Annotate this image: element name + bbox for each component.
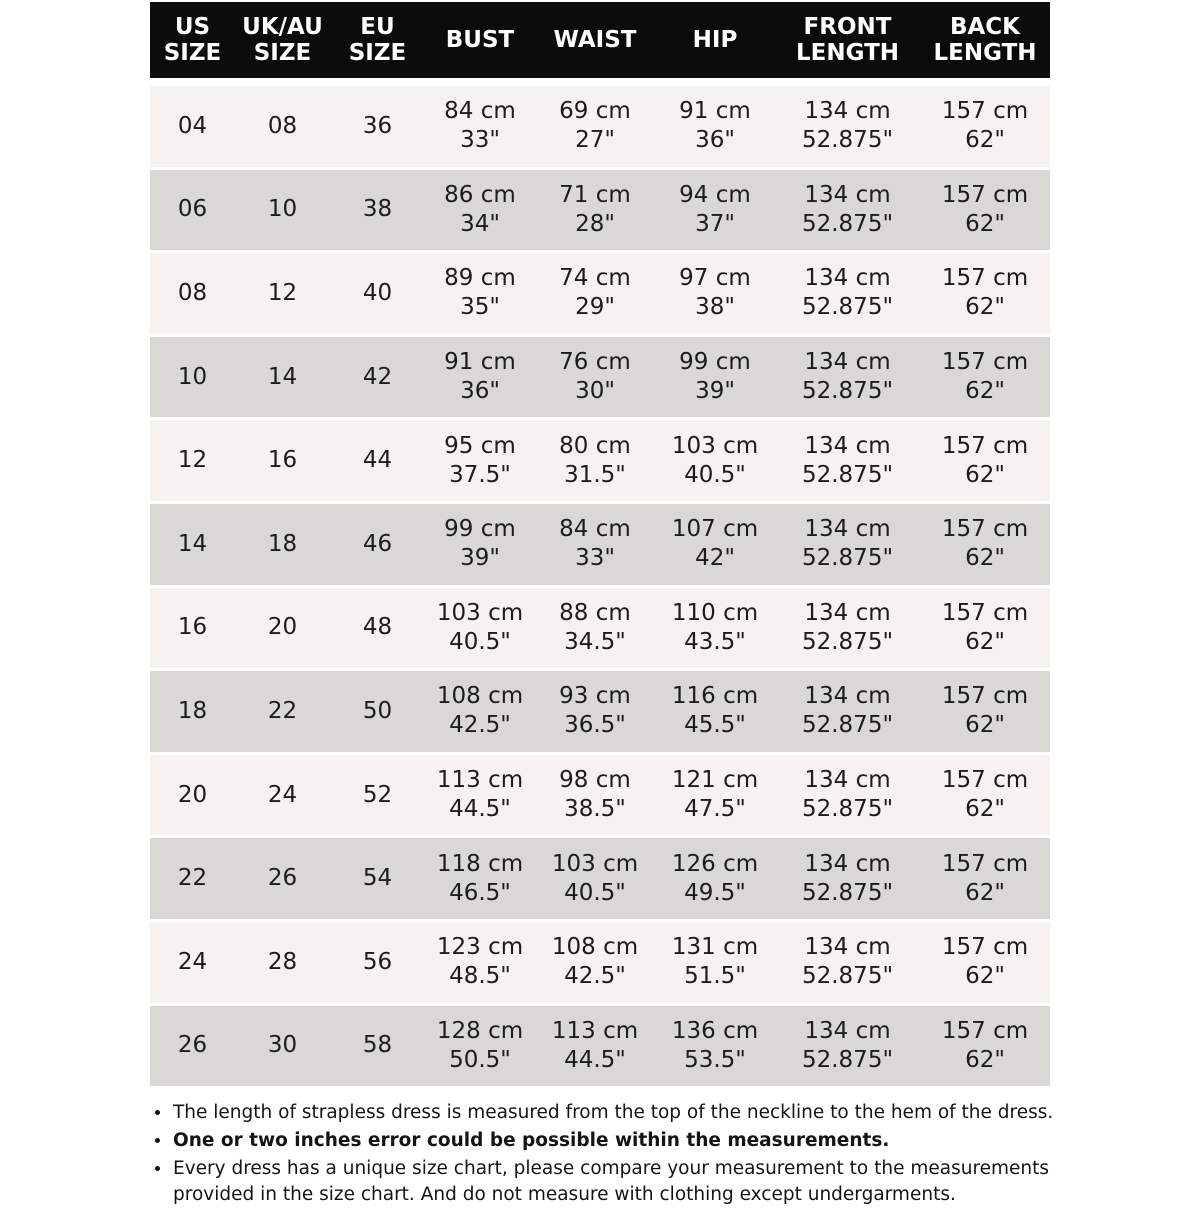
cell-line: 14 (177, 530, 208, 557)
table-row (150, 671, 1050, 755)
cell-line: 134 cm (804, 683, 891, 710)
table-cell (920, 348, 1050, 406)
cell-line: 48 (362, 614, 393, 641)
cell-line: 110 cm (671, 599, 759, 626)
table-cell (235, 279, 330, 308)
cell-line: 88 cm (559, 599, 631, 626)
table-cell (655, 766, 775, 824)
cell-line: 50 (362, 697, 393, 724)
cell-line: 52.875" (801, 963, 894, 990)
cell-line: 134 cm (804, 181, 891, 208)
cell-line: 108 cm (551, 934, 639, 961)
table-cell (655, 97, 775, 155)
cell-line: 16 (267, 447, 298, 474)
cell-line: 157 cm (941, 181, 1029, 208)
table-cell (330, 781, 425, 810)
cell-line: 62" (965, 963, 1005, 990)
cell-line: 157 cm (941, 767, 1029, 794)
table-cell (920, 682, 1050, 740)
note-text: One or two inches error could be possible within the measurements. (173, 1130, 890, 1151)
cell-line: 103 cm (671, 432, 759, 459)
table-cell (330, 112, 425, 141)
table-cell (150, 112, 235, 141)
header-cell-hip: HIP (692, 26, 738, 53)
cell-line: 62" (965, 461, 1005, 488)
cell-line: 97 cm (679, 265, 751, 292)
cell-line: 134 cm (804, 98, 891, 125)
table-cell (425, 181, 535, 239)
table-cell (535, 682, 655, 740)
cell-line: 157 cm (941, 683, 1029, 710)
table-cell (535, 97, 655, 155)
cell-line: 54 (362, 865, 393, 892)
cell-line: 38" (695, 294, 735, 321)
cell-line: 157 cm (941, 850, 1029, 877)
cell-line: 99 cm (444, 516, 516, 543)
cell-line: 36" (695, 127, 735, 154)
table-cell (330, 697, 425, 726)
cell-line: 08 (267, 112, 298, 139)
table-cell (150, 613, 235, 642)
table-cell (425, 599, 535, 657)
cell-line: 27" (575, 127, 615, 154)
cell-line: 80 cm (559, 432, 631, 459)
table-row (150, 588, 1050, 672)
table-cell (330, 948, 425, 977)
table-cell (775, 850, 920, 908)
cell-line: 71 cm (559, 181, 631, 208)
cell-line: 157 cm (941, 98, 1029, 125)
cell-line: 18 (267, 530, 298, 557)
cell-line: 134 cm (804, 349, 891, 376)
table-cell (655, 933, 775, 991)
cell-line: 12 (267, 279, 298, 306)
table-row (150, 922, 1050, 1006)
table-cell (535, 348, 655, 406)
cell-line: 157 cm (941, 599, 1029, 626)
cell-line: 84 cm (559, 516, 631, 543)
table-row (150, 420, 1050, 504)
cell-line: 62" (965, 1046, 1005, 1073)
cell-line: 52.875" (801, 628, 894, 655)
table-cell (655, 1017, 775, 1075)
cell-line: 20 (177, 781, 208, 808)
cell-line: 52.875" (801, 545, 894, 572)
table-cell (425, 515, 535, 573)
cell-line: 62" (965, 879, 1005, 906)
table-cell (655, 264, 775, 322)
cell-line: 62" (965, 210, 1005, 237)
table-cell (150, 697, 235, 726)
table-cell (775, 181, 920, 239)
cell-line: 74 cm (559, 265, 631, 292)
table-cell (425, 850, 535, 908)
cell-line: 34.5" (564, 628, 626, 655)
cell-line: 46 (362, 530, 393, 557)
cell-line: 91 cm (444, 349, 516, 376)
cell-line: 42 (362, 363, 393, 390)
table-cell (235, 530, 330, 559)
table-cell (330, 363, 425, 392)
cell-line: 157 cm (941, 516, 1029, 543)
table-cell (775, 933, 920, 991)
cell-line: 28" (575, 210, 615, 237)
cell-line: 134 cm (804, 850, 891, 877)
table-cell (655, 432, 775, 490)
table-cell (150, 195, 235, 224)
table-cell (425, 766, 535, 824)
cell-line: 134 cm (804, 1017, 891, 1044)
header-cell-back-length: BACK LENGTH (933, 13, 1037, 66)
table-cell (425, 264, 535, 322)
cell-line: 116 cm (671, 683, 759, 710)
cell-line: 47.5" (684, 796, 746, 823)
cell-line: 06 (177, 196, 208, 223)
table-body (150, 86, 1050, 1089)
cell-line: 95 cm (444, 432, 516, 459)
cell-line: 52.875" (801, 712, 894, 739)
cell-line: 40.5" (564, 879, 626, 906)
table-cell (235, 195, 330, 224)
cell-line: 14 (267, 363, 298, 390)
cell-line: 44.5" (564, 1046, 626, 1073)
cell-line: 53.5" (684, 1046, 746, 1073)
cell-line: 42" (695, 545, 735, 572)
cell-line: 52.875" (801, 127, 894, 154)
cell-line: 35" (460, 294, 500, 321)
cell-line: 10 (177, 363, 208, 390)
cell-line: 69 cm (559, 98, 631, 125)
table-cell (235, 446, 330, 475)
cell-line: 134 cm (804, 767, 891, 794)
table-cell (425, 682, 535, 740)
cell-line: 62" (965, 628, 1005, 655)
table-cell (920, 264, 1050, 322)
cell-line: 51.5" (684, 963, 746, 990)
table-cell (535, 933, 655, 991)
table-cell (775, 599, 920, 657)
table-cell (535, 766, 655, 824)
cell-line: 56 (362, 948, 393, 975)
cell-line: 34" (460, 210, 500, 237)
cell-line: 62" (965, 378, 1005, 405)
table-cell (235, 781, 330, 810)
cell-line: 136 cm (671, 1017, 759, 1044)
cell-line: 134 cm (804, 265, 891, 292)
table-row (150, 253, 1050, 337)
table-cell (150, 363, 235, 392)
table-cell (775, 766, 920, 824)
cell-line: 22 (177, 865, 208, 892)
cell-line: 52.875" (801, 210, 894, 237)
note-text: Every dress has a unique size chart, please compare your measurement to the measurements provided in the size chart. And do not measure with clothing except undergarments. (173, 1158, 1050, 1205)
cell-line: 157 cm (941, 349, 1029, 376)
table-header-row (150, 2, 1050, 78)
cell-line: 49.5" (684, 879, 746, 906)
cell-line: 103 cm (551, 850, 639, 877)
table-cell (775, 682, 920, 740)
cell-line: 89 cm (444, 265, 516, 292)
cell-line: 38 (362, 196, 393, 223)
table-cell (655, 850, 775, 908)
cell-line: 36.5" (564, 712, 626, 739)
table-cell (535, 1017, 655, 1075)
cell-line: 30 (267, 1032, 298, 1059)
cell-line: 42.5" (449, 712, 511, 739)
table-cell (235, 948, 330, 977)
table-cell (920, 850, 1050, 908)
cell-line: 98 cm (559, 767, 631, 794)
cell-line: 38.5" (564, 796, 626, 823)
table-cell (330, 864, 425, 893)
cell-line: 22 (267, 697, 298, 724)
header-cell-front-length: FRONT LENGTH (795, 13, 900, 66)
table-cell (920, 599, 1050, 657)
table-cell (535, 432, 655, 490)
cell-line: 39" (695, 378, 735, 405)
cell-line: 16 (177, 614, 208, 641)
table-cell (775, 97, 920, 155)
table-cell (330, 613, 425, 642)
cell-line: 31.5" (564, 461, 626, 488)
table-cell (235, 1031, 330, 1060)
table-cell (330, 446, 425, 475)
size-chart-table (150, 2, 1050, 1089)
table-cell (235, 697, 330, 726)
bullet-dot-icon (155, 1166, 160, 1171)
note-item (152, 1156, 1058, 1208)
note-text: The length of strapless dress is measured from the top of the neckline to the hem of the dress. (173, 1102, 1054, 1123)
cell-line: 42.5" (564, 963, 626, 990)
cell-line: 99 cm (679, 349, 751, 376)
cell-line: 52.875" (801, 294, 894, 321)
table-cell (655, 348, 775, 406)
cell-line: 52 (362, 781, 393, 808)
table-row (150, 337, 1050, 421)
cell-line: 44 (362, 447, 393, 474)
table-cell (425, 432, 535, 490)
table-cell (535, 181, 655, 239)
table-cell (425, 97, 535, 155)
cell-line: 24 (177, 948, 208, 975)
table-cell (235, 864, 330, 893)
cell-line: 93 cm (559, 683, 631, 710)
table-cell (775, 1017, 920, 1075)
cell-line: 26 (177, 1032, 208, 1059)
cell-line: 134 cm (804, 432, 891, 459)
cell-line: 108 cm (436, 683, 524, 710)
cell-line: 36 (362, 112, 393, 139)
table-row (150, 755, 1050, 839)
header-cell-uk-au-size: UK/AU SIZE (242, 13, 323, 66)
cell-line: 103 cm (436, 599, 524, 626)
table-cell (150, 781, 235, 810)
note-item (152, 1128, 1058, 1154)
table-cell (775, 432, 920, 490)
cell-line: 128 cm (436, 1017, 524, 1044)
table-cell (535, 850, 655, 908)
cell-line: 46.5" (449, 879, 511, 906)
cell-line: 126 cm (671, 850, 759, 877)
cell-line: 157 cm (941, 1017, 1029, 1044)
table-cell (535, 264, 655, 322)
table-cell (920, 933, 1050, 991)
cell-line: 10 (267, 196, 298, 223)
table-row (150, 504, 1050, 588)
cell-line: 157 cm (941, 432, 1029, 459)
cell-line: 157 cm (941, 265, 1029, 292)
cell-line: 43.5" (684, 628, 746, 655)
table-cell (150, 446, 235, 475)
cell-line: 157 cm (941, 934, 1029, 961)
cell-line: 62" (965, 796, 1005, 823)
cell-line: 39" (460, 545, 500, 572)
table-cell (920, 97, 1050, 155)
cell-line: 04 (177, 112, 208, 139)
cell-line: 26 (267, 865, 298, 892)
table-row (150, 1006, 1050, 1090)
cell-line: 20 (267, 614, 298, 641)
cell-line: 37.5" (449, 461, 511, 488)
cell-line: 131 cm (671, 934, 759, 961)
cell-line: 62" (965, 127, 1005, 154)
cell-line: 50.5" (449, 1046, 511, 1073)
bullet-dot-icon (155, 1110, 160, 1115)
table-cell (150, 948, 235, 977)
table-cell (775, 515, 920, 573)
cell-line: 33" (575, 545, 615, 572)
cell-line: 28 (267, 948, 298, 975)
cell-line: 12 (177, 447, 208, 474)
cell-line: 33" (460, 127, 500, 154)
cell-line: 107 cm (671, 516, 759, 543)
note-item (152, 1100, 1058, 1126)
cell-line: 52.875" (801, 378, 894, 405)
table-cell (775, 264, 920, 322)
table-cell (920, 1017, 1050, 1075)
bullet-dot-icon (155, 1138, 160, 1143)
cell-line: 24 (267, 781, 298, 808)
cell-line: 118 cm (436, 850, 524, 877)
cell-line: 29" (575, 294, 615, 321)
cell-line: 62" (965, 712, 1005, 739)
cell-line: 30" (575, 378, 615, 405)
table-cell (150, 279, 235, 308)
table-cell (330, 1031, 425, 1060)
cell-line: 62" (965, 294, 1005, 321)
cell-line: 121 cm (671, 767, 759, 794)
table-cell (655, 181, 775, 239)
cell-line: 36" (460, 378, 500, 405)
table-cell (655, 682, 775, 740)
table-cell (330, 530, 425, 559)
table-cell (425, 933, 535, 991)
table-cell (330, 195, 425, 224)
cell-line: 52.875" (801, 1046, 894, 1073)
header-cell-waist: WAIST (553, 26, 637, 53)
table-cell (425, 348, 535, 406)
cell-line: 44.5" (449, 796, 511, 823)
cell-line: 48.5" (449, 963, 511, 990)
table-cell (920, 181, 1050, 239)
table-row (150, 86, 1050, 170)
table-cell (235, 613, 330, 642)
cell-line: 52.875" (801, 796, 894, 823)
cell-line: 134 cm (804, 516, 891, 543)
cell-line: 76 cm (559, 349, 631, 376)
table-row (150, 170, 1050, 254)
table-cell (535, 599, 655, 657)
table-cell (425, 1017, 535, 1075)
cell-line: 123 cm (436, 934, 524, 961)
cell-line: 37" (695, 210, 735, 237)
cell-line: 52.875" (801, 879, 894, 906)
table-cell (775, 348, 920, 406)
table-cell (920, 515, 1050, 573)
table-cell (655, 515, 775, 573)
cell-line: 58 (362, 1032, 393, 1059)
cell-line: 40.5" (684, 461, 746, 488)
cell-line: 134 cm (804, 934, 891, 961)
table-cell (920, 432, 1050, 490)
footnotes (152, 1100, 1058, 1210)
cell-line: 86 cm (444, 181, 516, 208)
table-cell (235, 112, 330, 141)
table-cell (655, 599, 775, 657)
table-cell (330, 279, 425, 308)
cell-line: 45.5" (684, 712, 746, 739)
cell-line: 113 cm (436, 767, 524, 794)
cell-line: 52.875" (801, 461, 894, 488)
cell-line: 84 cm (444, 98, 516, 125)
cell-line: 40 (362, 279, 393, 306)
cell-line: 91 cm (679, 98, 751, 125)
cell-line: 18 (177, 697, 208, 724)
cell-line: 113 cm (551, 1017, 639, 1044)
table-cell (920, 766, 1050, 824)
table-cell (535, 515, 655, 573)
cell-line: 94 cm (679, 181, 751, 208)
table-cell (150, 530, 235, 559)
table-row (150, 838, 1050, 922)
cell-line: 134 cm (804, 599, 891, 626)
header-cell-eu-size: EU SIZE (348, 13, 407, 66)
cell-line: 08 (177, 279, 208, 306)
cell-line: 40.5" (449, 628, 511, 655)
table-cell (235, 363, 330, 392)
cell-line: 62" (965, 545, 1005, 572)
header-cell-bust: BUST (445, 26, 515, 53)
header-cell-us-size: US SIZE (163, 13, 222, 66)
table-cell (150, 1031, 235, 1060)
table-cell (150, 864, 235, 893)
